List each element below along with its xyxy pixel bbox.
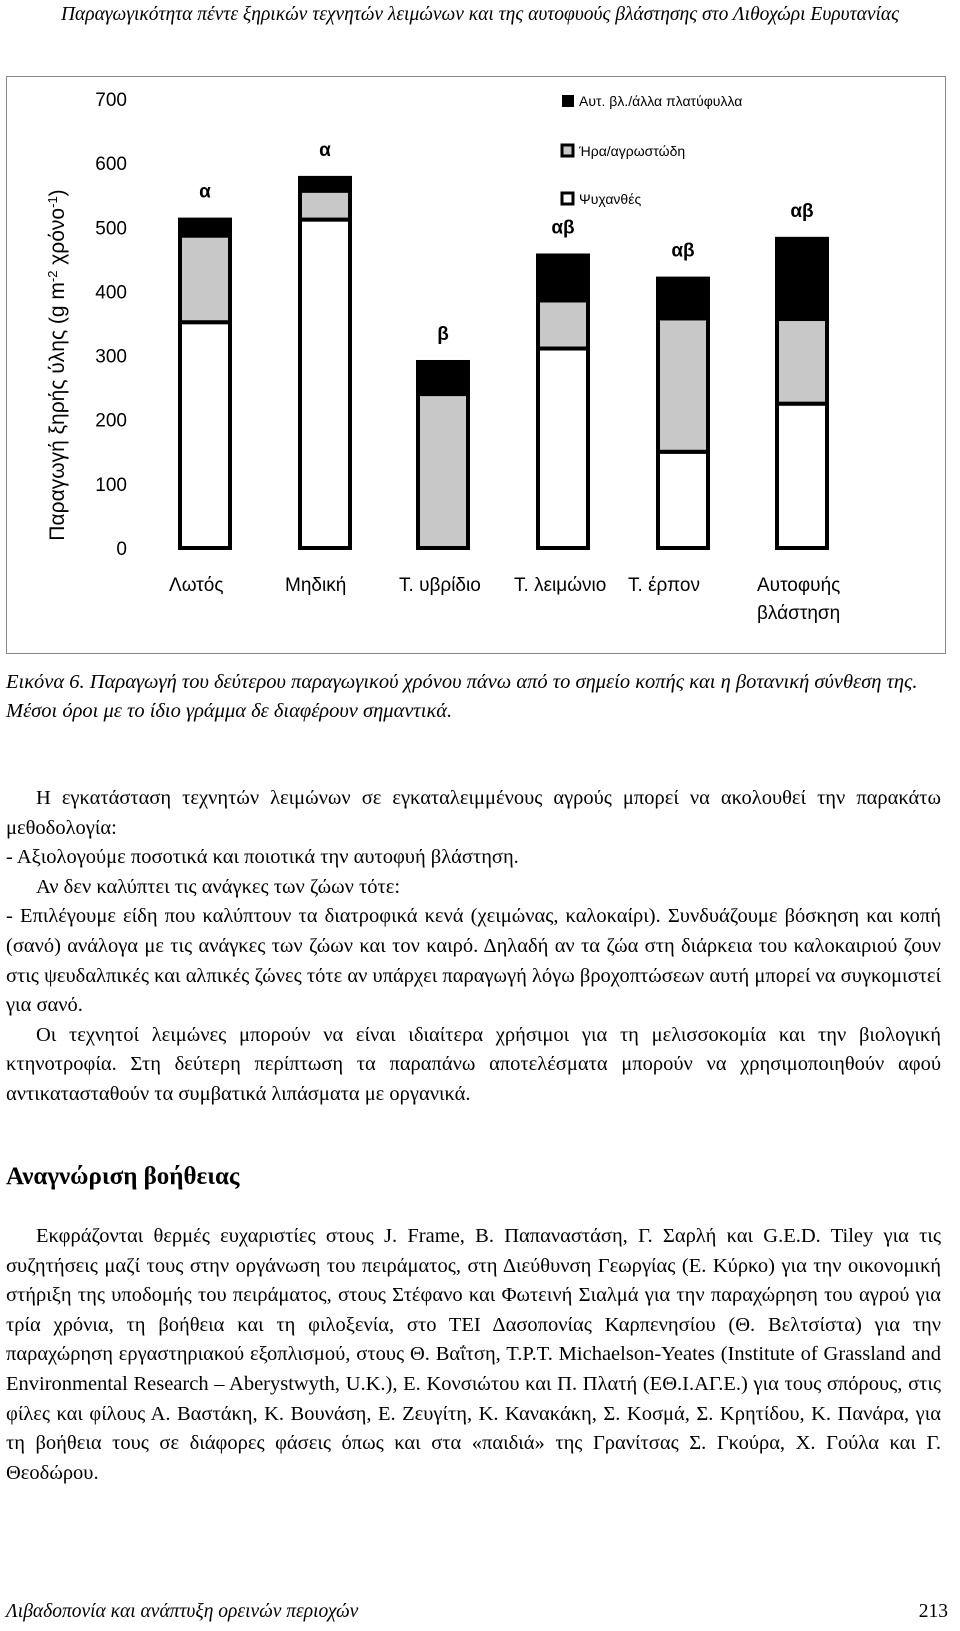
bar-segment-grasses	[538, 300, 588, 348]
y-axis-title	[45, 189, 70, 540]
bar-segment-other	[418, 362, 468, 394]
significance-letter: α	[319, 139, 331, 161]
x-tick-label: Μηδική	[285, 575, 347, 596]
x-tick-label-line2: βλάστηση	[757, 603, 841, 624]
bar-segment-legumes	[538, 349, 588, 548]
legend-swatch-other	[562, 95, 574, 107]
legend-swatch-grasses	[562, 145, 573, 156]
significance-letter: αβ	[671, 240, 695, 262]
y-tick-label: 600	[95, 154, 127, 176]
bar-segment-grasses	[300, 191, 350, 220]
y-tick-label: 400	[95, 282, 127, 304]
paragraph-step-2: - Επιλέγουμε είδη που καλύπτουν τα διατροφικά κενά (χειμώνας, καλοκαίρι). Συνδυάζουμε βόσκηση και κοπή (σανό) ανάλογα με τις ανάγκες των ζώων και τον καιρό. Δηλαδή αν τα ζώα στη διάρκεια του καλοκαιριού ζουν στις ψευδαλπικές και αλπικές ζώνες τότε αν υπάρχει παραγωγή λόγω βροχοπτώσεων αυτή μπορεί να συγκομιστεί για σανό.	[6, 905, 941, 1017]
y-tick-label: 0	[116, 539, 127, 560]
bar-segment-other	[300, 178, 350, 191]
bar-segment-other	[538, 256, 588, 301]
legend-label-other: Αυτ. βλ./άλλα πλατύφυλλα	[579, 93, 743, 109]
y-tick-label: 200	[95, 410, 127, 432]
bar-segment-grasses	[658, 318, 708, 451]
bar-segment-legumes	[300, 220, 350, 548]
legend-swatch-legumes	[562, 193, 573, 204]
paragraph-step-1: - Αξιολογούμε ποσοτικά και ποιοτικά την αυτοφυή βλάστηση.	[6, 846, 519, 869]
y-tick-label: 100	[95, 474, 127, 496]
bar-segment-other	[777, 239, 827, 319]
legend	[562, 93, 742, 207]
footer-book-title: Λιβαδοπονία και ανάπτυξη ορεινών περιοχών	[6, 1601, 359, 1622]
paragraph-uses: Οι τεχνητοί λειμώνες μπορούν να είναι ιδιαίτερα χρήσιμοι για τη μελισσοκομία και την βιολογική κτηνοτροφία. Στη δεύτερη περίπτωση τα παραπάνω αποτελέσματα μπορούν να χρησιμοποιηθούν αφού αντικατασταθούν τα συμβατικά λιπάσματα με οργανικά.	[6, 1023, 941, 1105]
bar-segment-legumes	[777, 404, 827, 548]
x-tick-label: Τ. λειμώνιο	[514, 575, 607, 596]
y-tick-label: 700	[95, 90, 127, 111]
figure-caption: Εικόνα 6. Παραγωγή του δεύτερου παραγωγικού χρόνου πάνω από το σημείο κοπής και η βοτανική σύνθεση της. Μέσοι όροι με το ίδιο γράμμα δε διαφέρουν σημαντικά.	[6, 671, 918, 722]
body-text	[6, 784, 941, 1110]
y-tick-label: 500	[95, 218, 127, 240]
x-tick-label: Τ. υβρίδιο	[399, 575, 481, 596]
x-tick-label: Τ. έρπον	[628, 575, 700, 596]
significance-letter: αβ	[551, 217, 575, 239]
page-number: 213	[918, 1601, 948, 1622]
legend-label-legumes: Ψυχανθές	[579, 191, 642, 207]
stacked-bar-chart	[7, 77, 945, 653]
paragraph-methodology: Η εγκατάσταση τεχνητών λειμώνων σε εγκαταλειμμένους αγρούς μπορεί να ακολουθεί την παρακάτω μεθοδολογία:	[6, 787, 941, 839]
figure-6	[6, 76, 946, 654]
bar-segment-other	[658, 279, 708, 319]
y-tick-label: 300	[95, 346, 127, 368]
legend-label-grasses: Ήρα/αγρωστώδη	[579, 143, 686, 159]
significance-letter: β	[437, 323, 449, 345]
bar-segment-grasses	[180, 236, 230, 323]
bar-segment-legumes	[180, 322, 230, 548]
bar-segment-grasses	[777, 319, 827, 404]
section-heading-acknowledgements: Αναγνώριση βοήθειας	[6, 1163, 240, 1190]
acknowledgements-text: Εκφράζονται θερμές ευχαριστίες στους J. Frame, Β. Παπαναστάση, Γ. Σαρλή και G.E.D. Tiley για τις συζητήσεις μαζί τους στην οργάνωση του πειράματος, στη Διεύθυνση Γεωργίας (Ε. Κύρκο) για την οικονομική στήριξη της υποδομής του πειράματος, στους Στέφανο και Φωτεινή Σιαλμά για την παραχώρηση του αγρού για τρία χρόνια, τη βοήθεια και τη φιλοξενία, στο ΤΕΙ Δασοπονίας Καρπενησίου (Θ. Βελτσίστα) για την παραχώρηση εργαστηριακού εξοπλισμού, στους Θ. Βαΐτση, Τ.Ρ.Τ. Michaelson-Yeates (Institute of Grassland and Environmental Research – Aberystwyth, U.K.), Ε. Κονσιώτου και Π. Πλατή (ΕΘ.Ι.ΑΓ.Ε.) για τους σπόρους, στις φίλες και φίλους Α. Βαστάκη, Κ. Βουνάση, Ε. Ζευγίτη, Κ. Κανακάκη, Σ. Κοσμά, Σ. Κρητίδου, Κ. Πανάρα, για τη βοήθεια τους σε διάφορες φάσεις όπως και στα «παιδιά» της Γρανίτσας Σ. Γκούρα, Χ. Γούλα και Γ. Θεοδώρου.	[6, 1225, 941, 1484]
x-tick-label: Αυτοφυής	[757, 575, 841, 596]
significance-letter: α	[199, 181, 211, 203]
svg-text:Παραγωγή ξηρής ύλης (g m-2 χρό: Παραγωγή ξηρής ύλης (g $m^{-2}$ χρόνο$^{-1}$)	[44, 189, 69, 541]
paragraph-condition: Αν δεν καλύπτει τις ανάγκες των ζώων τότε:	[36, 875, 401, 898]
bar-segment-other	[180, 220, 230, 236]
bar-segment-legumes	[658, 452, 708, 548]
running-header: Παραγωγικότητα πέντε ξηρικών τεχνητών λειμώνων και της αυτοφυούς βλάστησης στο Λιθοχώρι Ευρυτανίας	[60, 4, 900, 25]
significance-letter: αβ	[790, 200, 814, 222]
x-tick-label: Λωτός	[169, 575, 224, 596]
bar-segment-grasses	[418, 394, 468, 548]
